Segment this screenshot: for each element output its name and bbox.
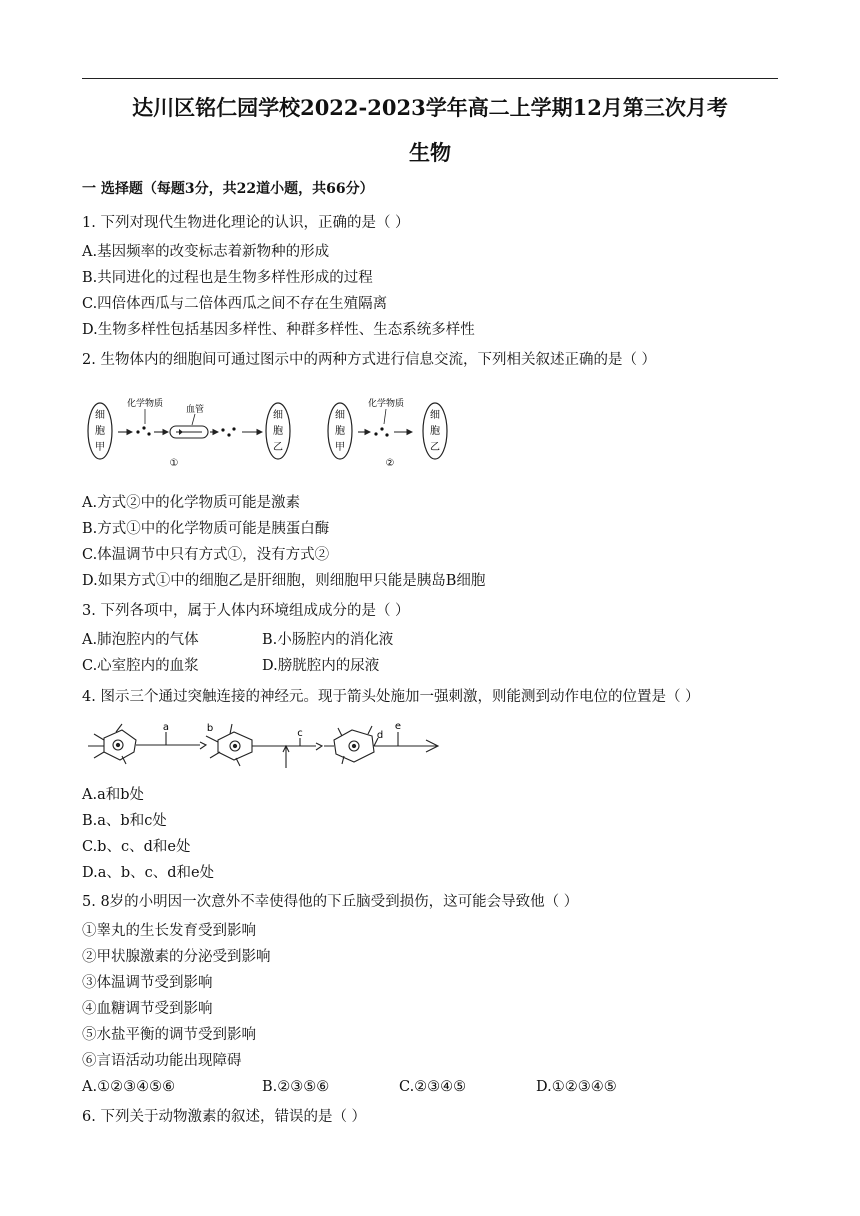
cell-b-char-1: 细 bbox=[273, 410, 283, 421]
q5-item-6: ⑥言语活动功能出现障碍 bbox=[82, 1053, 242, 1069]
q5-option-d: D.①②③④⑤ bbox=[536, 1079, 617, 1095]
section-heading: 一 选择题（每题3分，共22道小题，共66分） bbox=[82, 181, 374, 197]
q3-option-b: B.小肠腔内的消化液 bbox=[262, 632, 394, 648]
mode1-label: ① bbox=[169, 458, 179, 469]
page-title: 达川区铭仁园学校2022-2023学年高二上学期12月第三次月考 bbox=[132, 95, 728, 120]
cell-b2-char-2: 胞 bbox=[430, 426, 440, 437]
subject-title: 生物 bbox=[409, 140, 451, 165]
q5-option-b: B.②③⑤⑥ bbox=[262, 1079, 330, 1095]
q3-option-a: A.肺泡腔内的气体 bbox=[82, 632, 199, 648]
q2-option-b: B.方式①中的化学物质可能是胰蛋白酶 bbox=[82, 521, 330, 537]
cell-b-char-3: 乙 bbox=[273, 442, 283, 453]
mode1-diagram bbox=[88, 397, 290, 469]
q1-option-c: C.四倍体西瓜与二倍体西瓜之间不存在生殖隔离 bbox=[82, 296, 388, 312]
cell-b2-char-1: 细 bbox=[430, 410, 440, 421]
mode1-chem-label: 化学物质 bbox=[126, 399, 164, 409]
q5-item-1: ①睾丸的生长发育受到影响 bbox=[82, 923, 256, 939]
q5-stem: 5. 8岁的小明因一次意外不幸使得他的下丘脑受到损伤，这可能会导致他（ ） bbox=[82, 894, 579, 910]
q5-item-2: ②甲状腺激素的分泌受到影响 bbox=[82, 949, 271, 965]
q2-option-c: C.体温调节中只有方式①，没有方式② bbox=[82, 547, 330, 563]
q1-option-a: A.基因频率的改变标志着新物种的形成 bbox=[82, 244, 330, 260]
neuron-2 bbox=[206, 724, 322, 768]
q1-stem: 1. 下列对现代生物进化理论的认识，正确的是（ ） bbox=[82, 215, 410, 231]
label-e: e bbox=[394, 721, 402, 732]
cell-a-char-3: 甲 bbox=[95, 442, 105, 453]
q5-item-5: ⑤水盐平衡的调节受到影响 bbox=[82, 1027, 256, 1043]
neuron-1 bbox=[88, 724, 206, 764]
q5-item-4: ④血糖调节受到影响 bbox=[82, 1001, 213, 1017]
top-rule bbox=[82, 78, 778, 79]
q2-option-d: D.如果方式①中的细胞乙是肝细胞，则细胞甲只能是胰岛B细胞 bbox=[82, 573, 486, 589]
q4-option-b: B.a、b和c处 bbox=[82, 813, 167, 829]
cell-a-char-1: 细 bbox=[95, 410, 105, 421]
q2-figure bbox=[82, 390, 472, 472]
q5-item-3: ③体温调节受到影响 bbox=[82, 975, 213, 991]
q4-option-d: D.a、b、c、d和e处 bbox=[82, 865, 215, 881]
q2-stem: 2. 生物体内的细胞间可通过图示中的两种方式进行信息交流，下列相关叙述正确的是（ ） bbox=[82, 352, 657, 368]
q3-option-d: D.膀胱腔内的尿液 bbox=[262, 658, 380, 674]
q1-option-d: D.生物多样性包括基因多样性、种群多样性、生态系统多样性 bbox=[82, 322, 475, 338]
q3-stem: 3. 下列各项中，属于人体内环境组成成分的是（ ） bbox=[82, 603, 410, 619]
q4-option-a: A.a和b处 bbox=[82, 787, 145, 803]
cell-a-char-2: 胞 bbox=[95, 426, 105, 437]
cell-b-char-2: 胞 bbox=[273, 426, 283, 437]
label-a: a bbox=[162, 722, 170, 733]
q5-option-c: C.②③④⑤ bbox=[399, 1079, 467, 1095]
label-d: d bbox=[376, 730, 384, 741]
q3-option-c: C.心室腔内的血浆 bbox=[82, 658, 199, 674]
vessel-label: 血管 bbox=[185, 405, 205, 415]
cell-a2-char-3: 甲 bbox=[335, 442, 345, 453]
cell-b2-char-3: 乙 bbox=[430, 442, 440, 453]
q1-option-b: B.共同进化的过程也是生物多样性形成的过程 bbox=[82, 270, 373, 286]
q6-stem: 6. 下列关于动物激素的叙述，错误的是（ ） bbox=[82, 1109, 367, 1125]
q4-stem: 4. 图示三个通过突触连接的神经元。现于箭头处施加一强刺激，则能测到动作电位的位置是（ ） bbox=[82, 689, 700, 705]
cell-a2-char-1: 细 bbox=[335, 410, 345, 421]
label-c: c bbox=[297, 728, 303, 739]
mode2-diagram bbox=[328, 397, 447, 469]
q2-option-a: A.方式②中的化学物质可能是激素 bbox=[82, 495, 301, 511]
q4-neuron-figure bbox=[82, 718, 442, 774]
q5-option-a: A.①②③④⑤⑥ bbox=[82, 1079, 176, 1095]
mode2-chem-label: 化学物质 bbox=[367, 399, 405, 409]
cell-a2-char-2: 胞 bbox=[335, 426, 345, 437]
mode2-label: ② bbox=[385, 458, 395, 469]
q4-option-c: C.b、c、d和e处 bbox=[82, 839, 191, 855]
label-b: b bbox=[206, 723, 214, 734]
